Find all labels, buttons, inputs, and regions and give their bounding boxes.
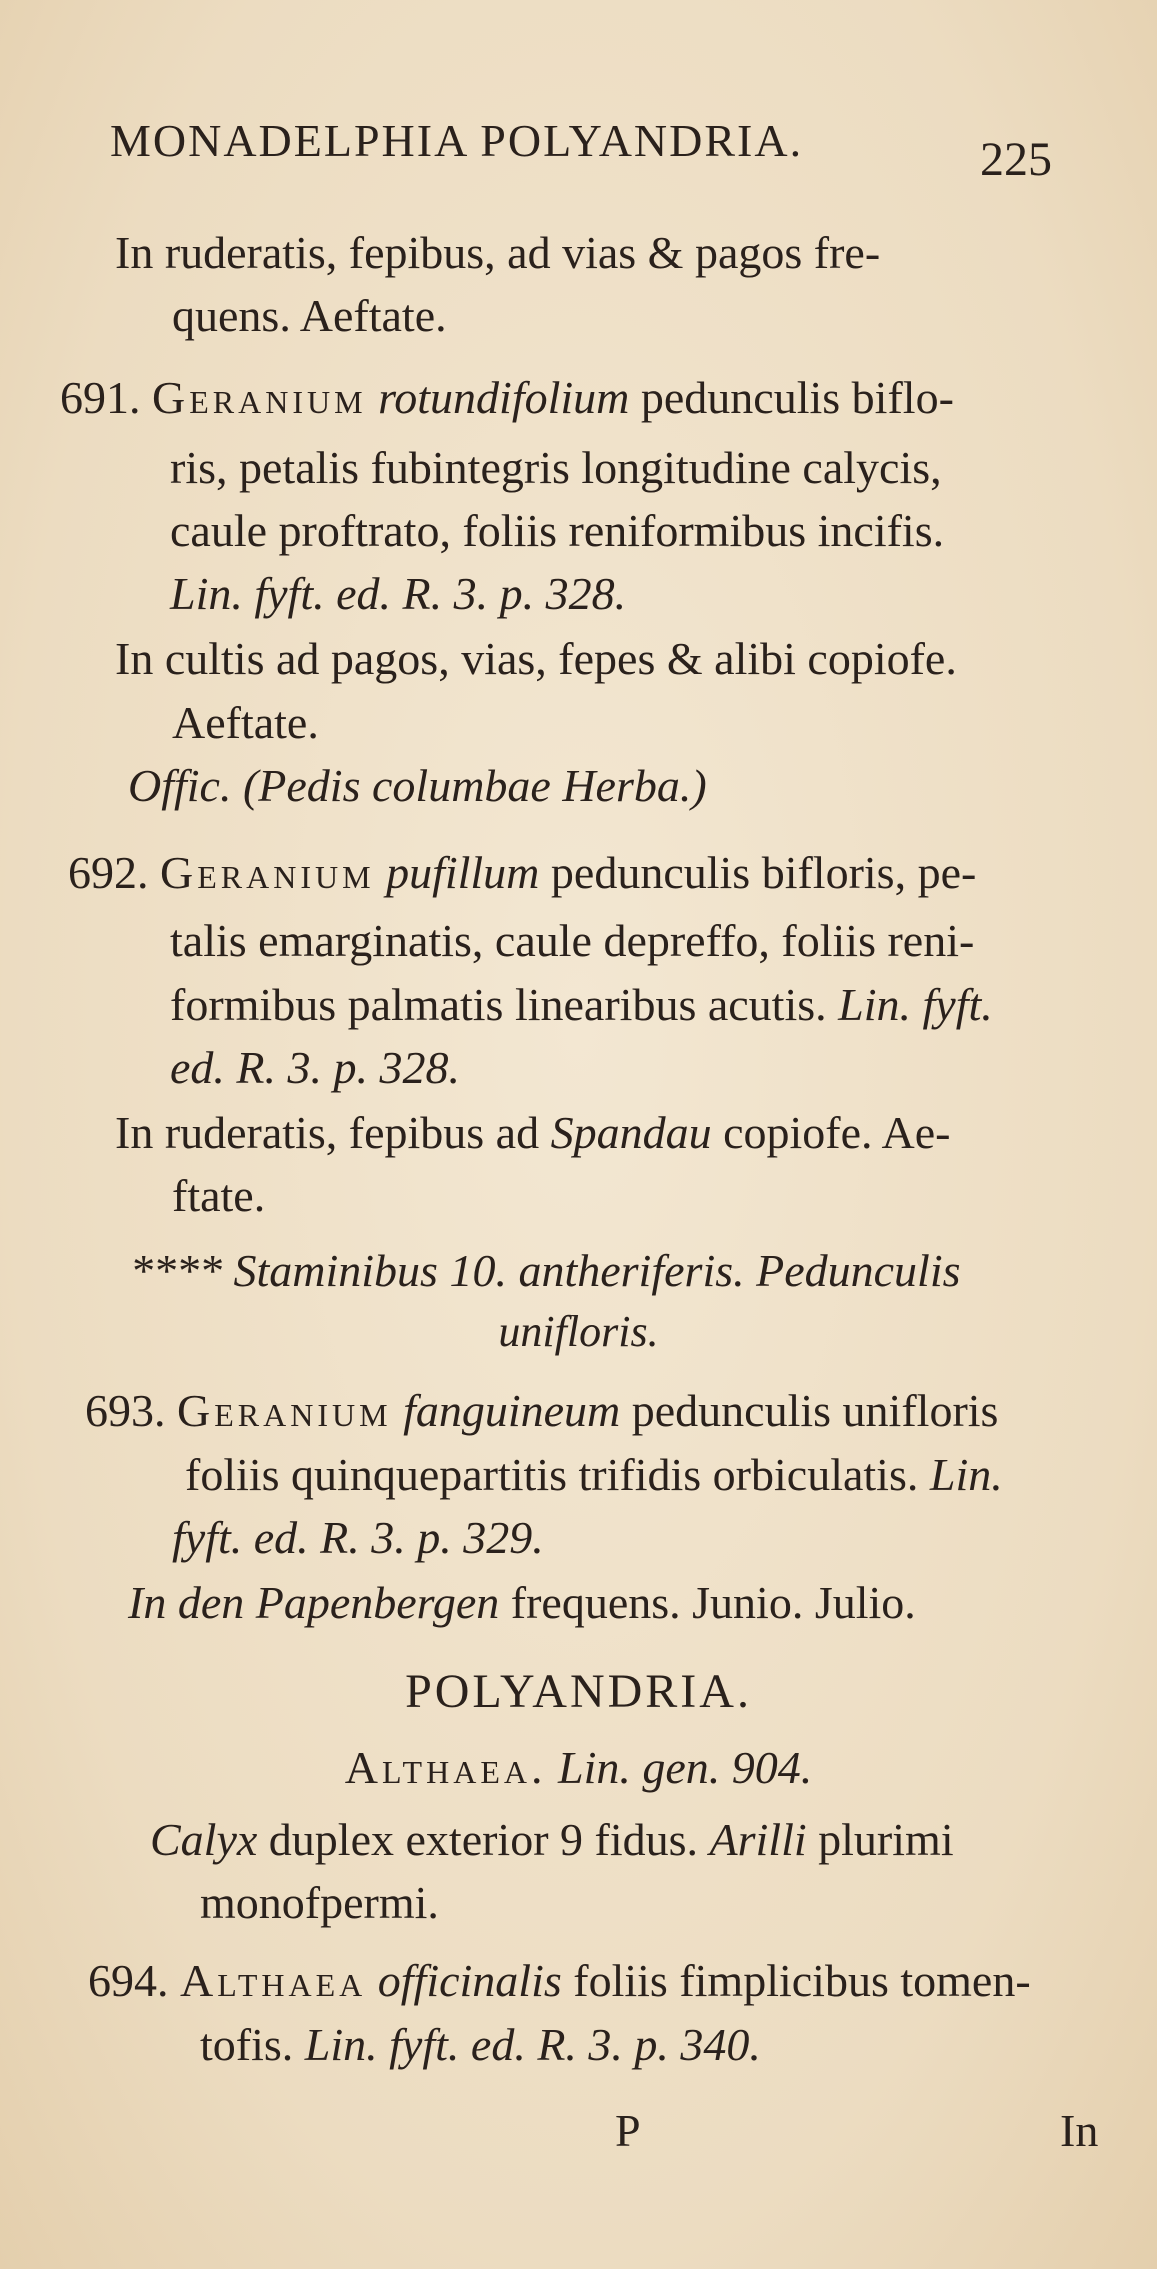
class-heading: POLYANDRIA. <box>405 1665 752 1718</box>
reference-text: ed. R. 3. p. 328. <box>170 1042 461 1093</box>
description-text: pedunculis bifloris, pe- <box>550 847 977 898</box>
entry-692-first-line <box>68 847 977 898</box>
genus-name: Geranium <box>177 1385 392 1436</box>
reference-text: fyft. ed. R. 3. p. 329. <box>172 1512 544 1563</box>
text-line: In ruderatis, fepibus, ad vias & pagos fre- <box>115 227 881 278</box>
species-name: rotundifolium <box>378 372 630 423</box>
reference-citation: Lin. fyft. <box>838 979 993 1030</box>
description-text: formibus palmatis linearibus acutis. Lin. fyft. <box>170 979 993 1030</box>
entry-number: 694. <box>88 1955 169 2006</box>
entry-number: 692. <box>68 847 149 898</box>
description-text: pedunculis unifloris <box>631 1385 999 1436</box>
reference-text <box>170 568 627 619</box>
species-name: pufillum <box>386 847 540 898</box>
reference-citation: Lin. fyft. ed. R. 3. p. 340. <box>304 2019 761 2070</box>
description-text: pedunculis biflo- <box>640 372 954 423</box>
description-text: tofis. Lin. fyft. ed. R. 3. p. 340. <box>200 2019 761 2070</box>
signature-mark: P <box>615 2105 641 2156</box>
habitat-text: In ruderatis, fepibus ad Spandau copiofe. Ae- <box>115 1107 951 1158</box>
description-text: ris, petalis fubintegris longitudine calycis, <box>170 442 942 493</box>
genus-heading: Althaea. Lin. gen. 904. <box>344 1742 813 1793</box>
entry-694-first-line <box>88 1955 1031 2006</box>
entry-691-first-line <box>60 372 954 423</box>
description-text: talis emarginatis, caule depreffo, foliis reni- <box>170 915 975 966</box>
page-number: 225 <box>980 133 1052 186</box>
catchword: In <box>1060 2105 1099 2156</box>
running-head: MONADELPHIA POLYANDRIA. <box>110 115 804 166</box>
reference-citation: Lin. <box>929 1449 1003 1500</box>
description-text: foliis fimplicibus tomen- <box>573 1955 1031 2006</box>
description-text: foliis quinquepartitis trifidis orbiculatis. Lin. <box>185 1449 1003 1500</box>
species-name: fanguineum <box>403 1385 621 1436</box>
section-heading-cont: unifloris. <box>498 1307 659 1356</box>
species-name: officinalis <box>377 1955 562 2006</box>
reference-citation: Lin. fyft. ed. R. 3. p. 328. <box>170 568 627 619</box>
habitat-text: In den Papenbergen frequens. Junio. Julio. <box>128 1577 916 1628</box>
entry-number: 691. <box>60 372 141 423</box>
text-line: quens. Aeftate. <box>172 290 447 341</box>
calyx-line: monofpermi. <box>200 1877 439 1928</box>
habitat-text: ftate. <box>172 1170 266 1221</box>
genus-name: Althaea <box>180 1955 367 2006</box>
officinal-note: Offic. (Pedis columbae Herba.) <box>128 760 707 811</box>
habitat-text: Aeftate. <box>172 697 319 748</box>
habitat-text: In cultis ad pagos, vias, fepes & alibi copiofe. <box>115 633 957 684</box>
entry-number: 693. <box>85 1385 166 1436</box>
place-name: Spandau <box>550 1107 712 1158</box>
description-text: caule proftrato, foliis reniformibus incifis. <box>170 505 945 556</box>
section-heading: **** Staminibus 10. antheriferis. Pedunculis <box>130 1245 961 1296</box>
entry-693-first-line <box>85 1385 999 1436</box>
calyx-line: Calyx duplex exterior 9 fidus. Arilli plurimi <box>150 1814 954 1865</box>
genus-reference: Lin. gen. 904. <box>557 1742 813 1793</box>
genus-name: Geranium <box>152 372 367 423</box>
genus-name: Geranium <box>160 847 375 898</box>
place-name: In den Papenbergen <box>128 1577 500 1628</box>
